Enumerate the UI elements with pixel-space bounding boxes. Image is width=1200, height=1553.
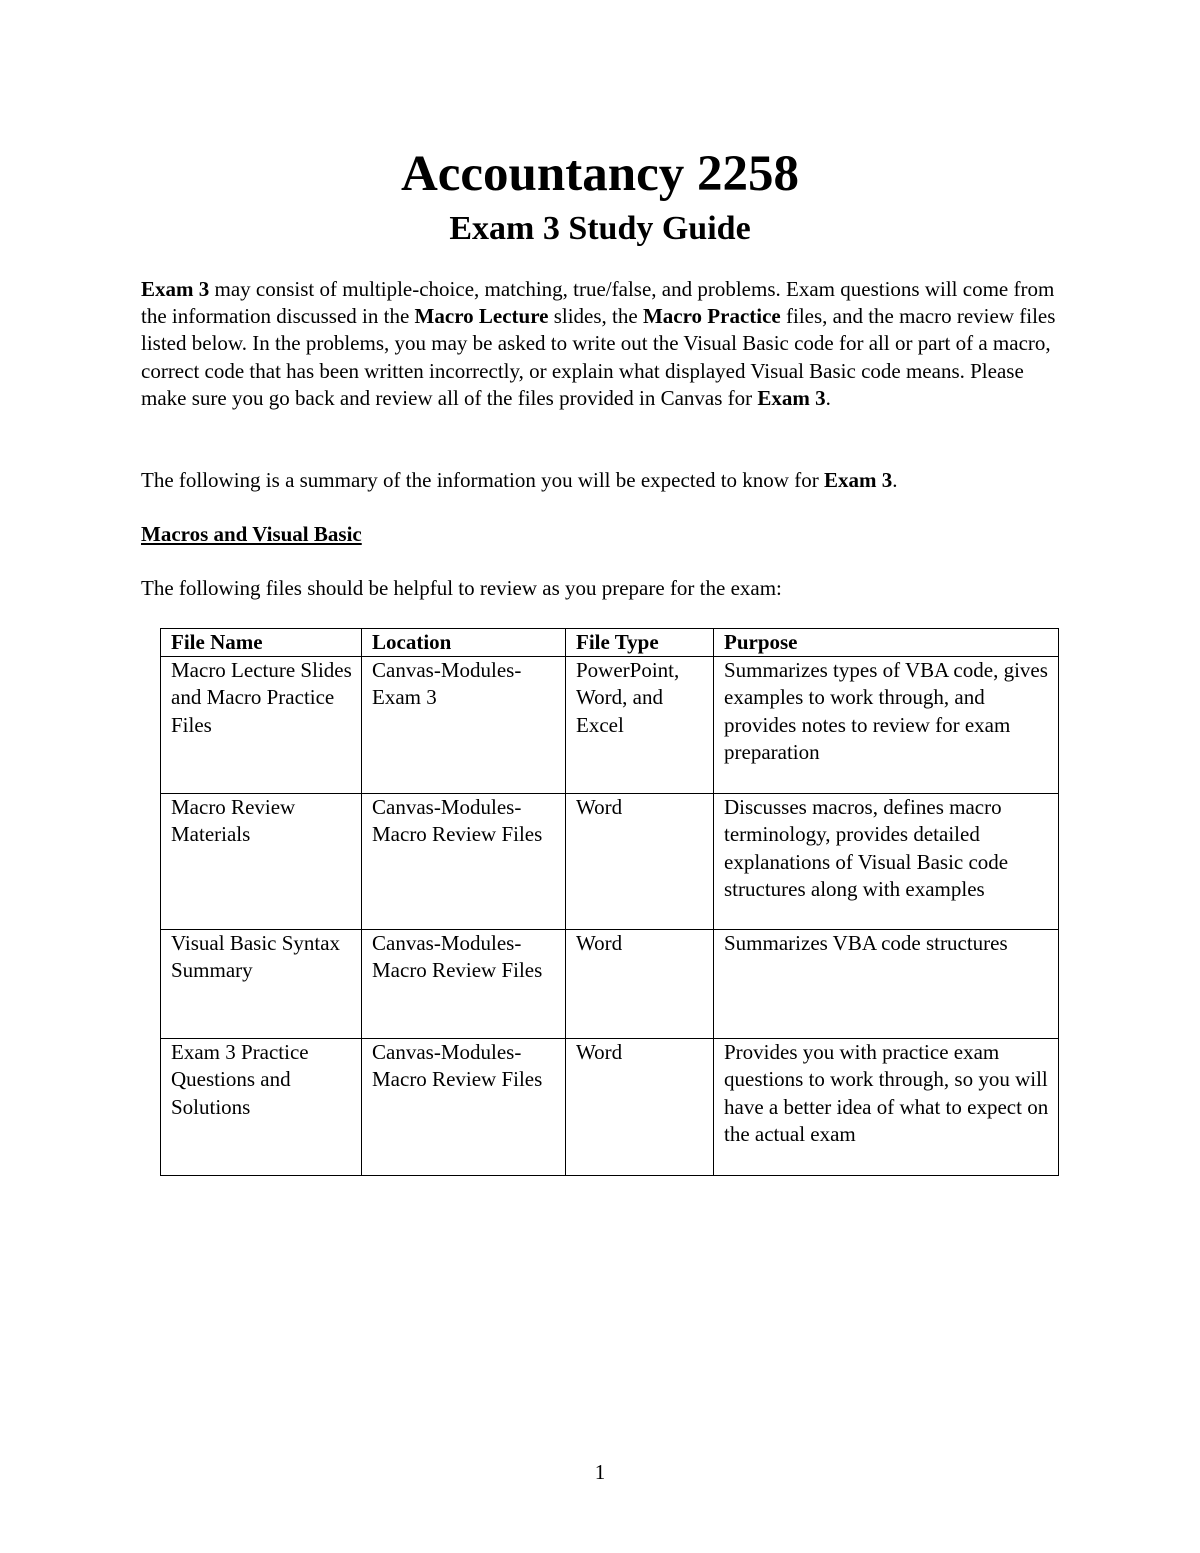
section-heading: Macros and Visual Basic (141, 522, 362, 546)
page-number: 1 (594, 1460, 606, 1484)
intro-macro-practice: Macro Practice (642, 304, 781, 329)
cell-location: Canvas-Modules-Exam 3 (362, 657, 566, 794)
cell-file-type: Word (566, 1039, 714, 1176)
files-intro: The following files should be helpful to review as you prepare for the exam: (141, 576, 782, 600)
header-location: Location (362, 629, 566, 657)
cell-file-type: Word (566, 794, 714, 930)
table-row (161, 657, 1059, 794)
summary-text: The following is a summary of the information you will be expected to know for (141, 468, 824, 492)
cell-file-name: Macro Lecture Slides and Macro Practice Files (161, 657, 362, 794)
table-row (161, 1039, 1059, 1176)
header-file-name: File Name (161, 629, 362, 657)
summary-exam-label: Exam 3 (823, 468, 893, 492)
intro-text-2: slides, the (548, 304, 643, 329)
table-header-row (161, 629, 1059, 657)
cell-file-name: Macro Review Materials (161, 794, 362, 930)
intro-paragraph (141, 276, 1071, 412)
cell-file-type: Word (566, 930, 714, 1039)
header-file-type: File Type (566, 629, 714, 657)
cell-purpose: Provides you with practice exam questions to work through, so you will have a better idea of what to expect on the actual exam (714, 1039, 1059, 1176)
files-table (160, 628, 1059, 1176)
cell-purpose: Summarizes VBA code structures (714, 930, 1059, 1039)
summary-period: . (892, 468, 898, 492)
intro-macro-lecture: Macro Lecture (414, 304, 549, 329)
intro-exam-label-2: Exam 3 (757, 385, 826, 410)
intro-text-3: files, and the macro review files listed below. In the problems, you may be asked to write out the Visual Basic code for all or part of a macro, correct code that has been written incorrectly, or explain what displayed Visual Basic code means. Please make sure you go back and review all of the files provided in Canvas for (141, 304, 1056, 410)
cell-purpose: Discusses macros, defines macro terminology, provides detailed explanations of Visual Basic code structures along with examples (714, 794, 1059, 930)
page-subtitle: Exam 3 Study Guide (449, 210, 751, 247)
cell-location: Canvas-Modules-Macro Review Files (362, 794, 566, 930)
intro-exam-label: Exam 3 (141, 277, 210, 301)
cell-location: Canvas-Modules-Macro Review Files (362, 930, 566, 1039)
intro-text-1: may consist of multiple-choice, matching, true/false, and problems. Exam questions will come from the information discussed in the (141, 277, 1055, 329)
cell-purpose: Summarizes types of VBA code, gives examples to work through, and provides notes to review for exam preparation (714, 657, 1059, 794)
header-purpose: Purpose (714, 629, 1059, 657)
intro-text-4: . (825, 385, 831, 410)
cell-location: Canvas-Modules-Macro Review Files (362, 1039, 566, 1176)
cell-file-name: Visual Basic Syntax Summary (161, 930, 362, 1039)
table-row (161, 794, 1059, 930)
cell-file-name: Exam 3 Practice Questions and Solutions (161, 1039, 362, 1176)
table-row (161, 930, 1059, 1039)
summary-paragraph (141, 467, 1071, 494)
cell-file-type: PowerPoint, Word, and Excel (566, 657, 714, 794)
page-title: Accountancy 2258 (400, 146, 800, 202)
